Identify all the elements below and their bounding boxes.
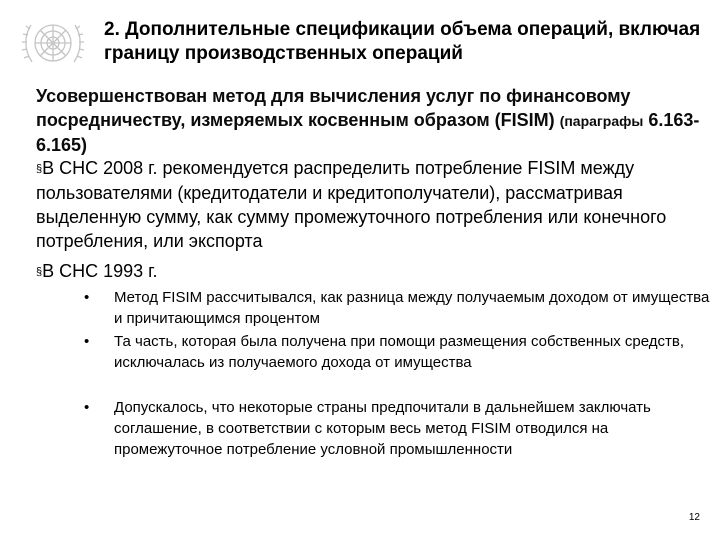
round-bullet-icon: •: [84, 399, 90, 416]
page-number: 12: [688, 512, 700, 523]
sub-bullet-text: Метод FISIM рассчитывался, как разница между получаемым доходом от имущества и причитающимся процентом: [114, 289, 710, 327]
square-bullet-icon: §: [36, 266, 43, 278]
round-bullet-icon: •: [84, 333, 90, 350]
bullet-point: [36, 259, 676, 284]
sub-bullet-point: [84, 331, 710, 373]
slide-title: 2. Дополнительные спецификации объема операций, включая границу производственных операций: [104, 19, 701, 64]
bullet-text: В СНС 2008 г. рекомендуется распределить потребление FISIM между пользователями (кредитодатели и кредитополучатели), рассматривая выделенную сумму, как сумму промежуточного потребления или конечного потребления, или экспорта: [36, 158, 667, 251]
heading-main: Усовершенствован метод для вычисления услуг по финансовому посредничеству, измеряемых косвенным образом (FISIM): [36, 86, 631, 130]
sub-bullet-text: Та часть, которая была получена при помощи размещения собственных средств, исключалась из получаемого дохода от имущества: [114, 333, 685, 371]
heading-paragraph-range: 6.163-6.165): [36, 110, 700, 155]
round-bullet-icon: •: [84, 289, 90, 306]
heading-paragraphs-label: (параграфы: [559, 113, 644, 129]
square-bullet-icon: §: [36, 163, 43, 175]
sub-bullet-text: Допускалось, что некоторые страны предпочитали в дальнейшем заключать соглашение, в соответствии с которым весь метод FISIM отводился на промежуточное потребление условной промышленности: [114, 399, 651, 458]
bullet-point: [36, 156, 676, 253]
sub-bullet-point: [84, 287, 710, 329]
bullet-text: В СНС 1993 г.: [42, 261, 158, 281]
section-heading: [36, 84, 704, 157]
un-emblem-logo: [18, 14, 88, 74]
sub-bullet-point: [84, 397, 710, 460]
